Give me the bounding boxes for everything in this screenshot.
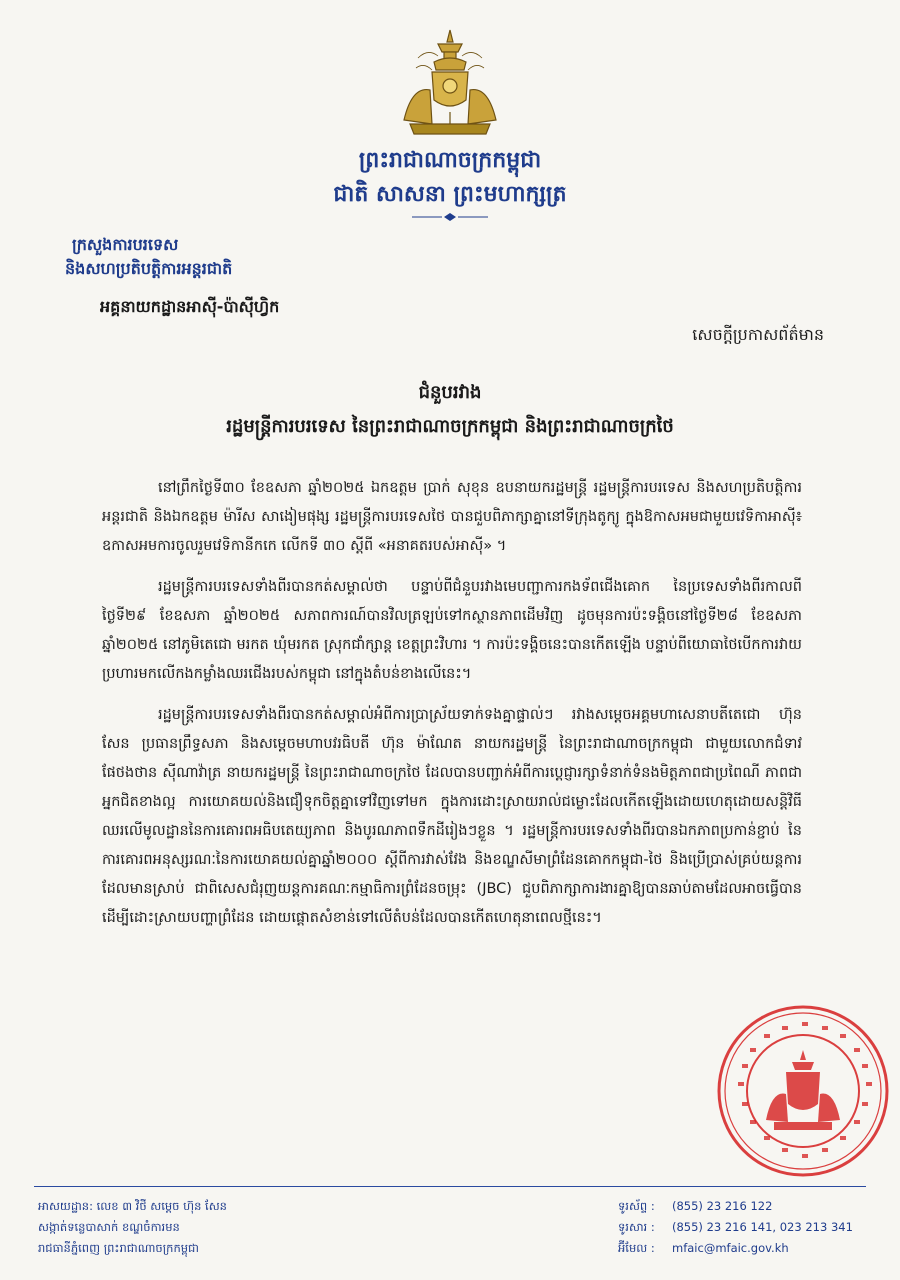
royal-arms-emblem-icon	[398, 28, 502, 140]
body-paragraph: រដ្ឋមន្ត្រីការបរទេសទាំងពីរបានកត់សម្គាល់ថា បន្ទាប់ពីជំនួបរវាងមេបញ្ជាការកងទ័ពជើងគោក នៃប្រទេសទាំងពីរកាលពីថ្ងៃទី២៩ ខែឧសភា ឆ្នាំ២០២៥ សភាពការណ៍បានវិលត្រឡប់ទៅកស្ថានភាពដើមវិញ ដូចមុនការប៉ះទង្គិចនៅថ្ងៃទី២៨ ខែឧសភា ឆ្នាំ២០២៥ នៅភូមិតេជោ មរកត ឃុំមរកត ស្រុកជាំក្សាន្ត ខេត្តព្រះវិហារ ។ ការប៉ះទង្គិចនេះបានកើតឡើង បន្ទាប់ពីយោធាថៃបើកការវាយប្រហារមកលើកងកម្លាំងឈរជើងរបស់កម្ពុជា នៅក្នុងតំបន់ខាងលើនេះ។	[102, 579, 802, 682]
national-motto: ជាតិ សាសនា ព្រះមហាក្សត្រ	[333, 182, 567, 207]
address-line3: រាជធានីភ្នំពេញ ព្រះរាជាណាចក្រកម្ពុជា	[38, 1241, 199, 1255]
fax-label: ទូរសារ :	[618, 1220, 655, 1234]
fax-number: (855) 23 216 141, 023 213 341	[672, 1220, 853, 1234]
department-name: អគ្គនាយកដ្ឋានអាស៊ី-ប៉ាស៊ីហ្វិក	[100, 297, 280, 316]
phone-number: (855) 23 216 122	[672, 1199, 773, 1213]
ministry-name-line1: ក្រសួងការបរទេស	[72, 235, 179, 254]
document-body	[102, 474, 802, 945]
footer-address	[38, 1196, 227, 1259]
body-paragraph: នៅព្រឹកថ្ងៃទី៣០ ខែឧសភា ឆ្នាំ២០២៥ ឯកឧត្តម ប្រាក់ សុខុន ឧបនាយករដ្ឋមន្ត្រី រដ្ឋមន្ត្រីការបរទេស និងសហប្រតិបត្តិការអន្តរជាតិ និងឯកឧត្តម ម៉ារីស សាងៀមផុង្ស រដ្ឋមន្ត្រីការបរទេសថៃ បានជួបពិភាក្សាគ្នានៅទីក្រុងតូក្យូ ក្នុងឱកាសអមជាមួយវេទិកាអាស៊ី៖ ឧកាសអមការចូលរួមវេទិកានីកកេ លើកទី ៣០ ស្តីពី «អនាគតរបស់អាស៊ី» ។	[102, 480, 802, 554]
body-paragraph: រដ្ឋមន្ត្រីការបរទេសទាំងពីរបានកត់សម្គាល់អំពីការប្រាស្រ័យទាក់ទងគ្នាផ្ទាល់ៗ រវាងសម្តេចអគ្គមហាសេនាបតីតេជោ ហ៊ុន សែន ប្រធានព្រឹទ្ធសភា និងសម្តេចមហាបវរធិបតី ហ៊ុន ម៉ាណែត នាយករដ្ឋមន្ត្រី នៃព្រះរាជាណាចក្រកម្ពុជា ជាមួយលោកជំទាវ ផែថងថាន ស៊ីណាវ៉ាត្រ នាយករដ្ឋមន្ត្រី នៃព្រះរាជាណាចក្រថៃ ដែលបានបញ្ជាក់អំពីការប្តេជ្ញារក្សាទំនាក់ទំនងមិត្តភាពជាប្រពៃណី ភាពជាអ្នកជិតខាងល្អ ការយោគយល់និងជឿទុកចិត្តគ្នាទៅវិញទៅមក ក្នុងការដោះស្រាយរាល់ជម្លោះដែលកើតឡើងដោយហេតុដោយសន្តិវិធី ឈរលើមូលដ្ឋាននៃការគោរពអធិបតេយ្យភាព និងបូរណភាពទឹកដីរៀងៗខ្លួន ។ រដ្ឋមន្ត្រីការបរទេសទាំងពីរបានឯកភាពប្រកាន់ខ្ជាប់ នៃការគោរពអនុស្សរណៈនៃការយោគយល់គ្នាឆ្នាំ២០០០ ស្តីពីការវាស់វែង និងខណ្ឌសីមាព្រំដែនគោកកម្ពុជា-ថៃ និងប្រើប្រាស់គ្រប់យន្តការដែលមានស្រាប់ ជាពិសេសជំរុញយន្តការគណៈកម្មាធិការព្រំដែនចម្រុះ (JBC) ជួបពិភាក្សាការងារគ្នាឱ្យបានឆាប់តាមដែលអាចធ្វើបាន ដើម្បីដោះស្រាយបញ្ហាព្រំដែន ដោយផ្តោតសំខាន់ទៅលើតំបន់ដែលបានកើតហេតុនាពេលថ្មីនេះ។	[102, 707, 802, 926]
phone-label: ទូរស័ព្ទ :	[618, 1199, 655, 1213]
official-seal-icon	[714, 1002, 892, 1180]
ministry-name-line2: និងសហប្រតិបត្តិការអន្តរជាតិ	[65, 259, 233, 278]
document-title-line2: រដ្ឋមន្ត្រីការបរទេស នៃព្រះរាជាណាចក្រកម្ពុជា និងព្រះរាជាណាចក្រថៃ	[226, 416, 674, 437]
document-title-line1: ជំនួបរវាង	[418, 382, 482, 403]
kingdom-name: ព្រះរាជាណាចក្រកម្ពុជា	[358, 148, 542, 173]
address-label: អាសយដ្ឋាន:	[38, 1199, 93, 1213]
address-line2: សង្កាត់ទន្លេបាសាក់ ខណ្ឌចំការមន	[38, 1220, 180, 1234]
ornament-divider-icon	[410, 212, 490, 222]
footer-divider	[34, 1186, 866, 1187]
email-label: អ៊ីមែល :	[618, 1241, 655, 1255]
document-type: សេចក្តីប្រកាសព័ត៌មាន	[692, 325, 824, 344]
address-line1: លេខ ៣ វិថី សម្តេច ហ៊ុន សែន	[96, 1199, 227, 1213]
footer-contacts	[618, 1196, 853, 1259]
email-address: mfaic@mfaic.gov.kh	[672, 1241, 789, 1255]
